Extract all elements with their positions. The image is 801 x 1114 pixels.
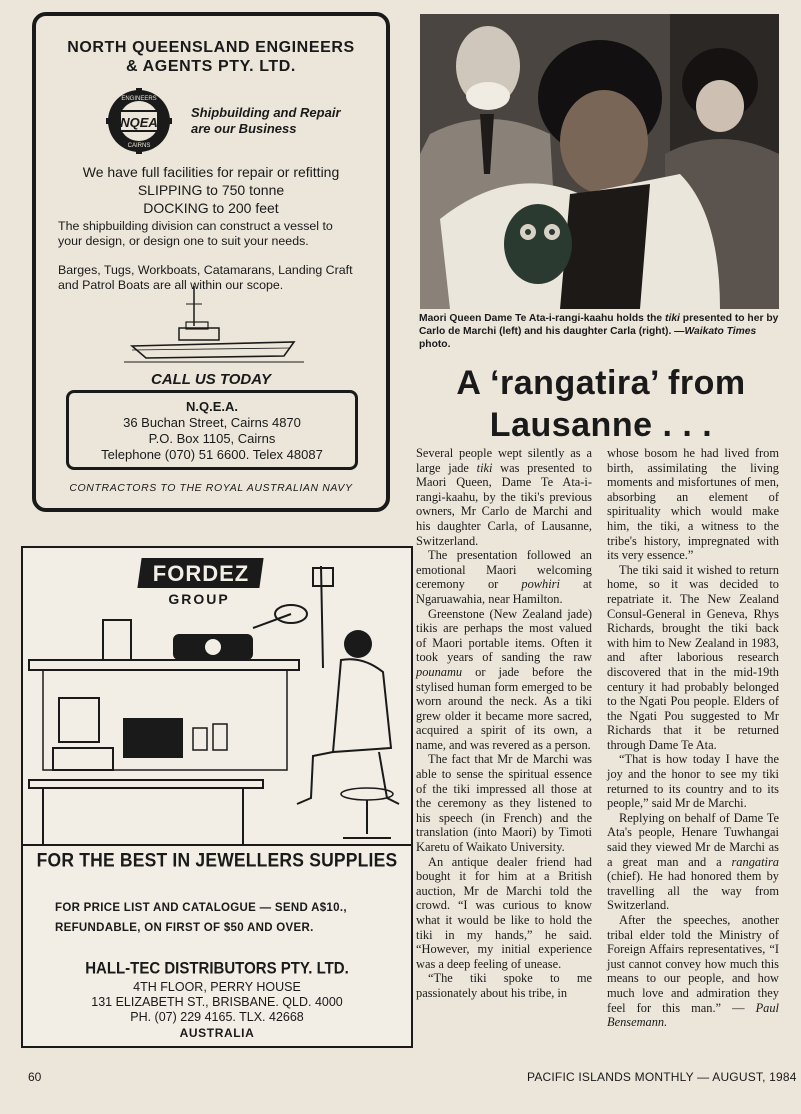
distributor-address-2: 131 ELIZABETH ST., BRISBANE. QLD. 4000 <box>91 995 343 1009</box>
article-column-1: Several people wept silently as a large jade tiki was presented to Maori Queen, Dame Te Ata-i-rangi-kaahu, by the tiki's previous owners, Mr Carlo de Marchi and his daughter Carla, of Lausanne, Switzerland. The presentation followed an emotional Maori welcoming ceremony or powhiri at Ngaruawahia, near Hamilton. Greenstone (New Zealand jade) tikis are perhaps the most valued of Maori portable items. Often it took years of sanding the raw pounamu or jade before the stylised human form emerged to be worn around the neck. As a tiki grew older it became more sacred, acquired a spirit of its own, a name, and was revered as a person. The fact that Mr de Marchi was able to sense the spiritual essence of the tiki impressed all those at the ceremony as they listened to his speech (in French) and the translation (into Maori) by Timoti Karetu of Waikato University. An antique dealer friend had bought it for him at a British auction, Mr de Marchi told the crowd. “I was curious to know what it would be like to hold the tiki in my hands,” he said. “However, my initial experience was a deep feeling of unease. “The tiki spoke to me passionately about his tribe, in <box>416 446 592 1000</box>
facilities-text: We have full facilities for repair or refitting SLIPPING to 750 tonne DOCKING to 200 feet <box>82 164 340 216</box>
shipbuilding-paragraph: The shipbuilding division can construct a vessel to your design, or design one to suit your needs. <box>58 219 333 248</box>
jeweller-workshop-illustration <box>23 548 411 844</box>
fordez-headline: FOR THE BEST IN JEWELLERS SUPPLIES <box>36 848 398 871</box>
address-box: N.Q.E.A. 36 Buchan Street, Cairns 4870 P.O. Box 1105, Cairns Telephone (070) 51 6600. Telex 48087 <box>66 390 358 470</box>
tagline: Shipbuilding and Repair are our Business <box>191 105 341 136</box>
call-us-heading: CALL US TODAY <box>150 371 271 388</box>
page-number: 60 <box>28 1070 42 1084</box>
article-column-2: whose bosom he had lived from birth, assimilating the living moments and misfortunes of men, absorbing an element of spirituality which would make him, the tiki, a witness to the tribe's history, impregnated with its very essence.” The tiki said it wished to return home, so it was decided to repatriate it. The New Zealand Consul-General in Geneva, Rhys Richards, brought the tiki back with him to New Zealand in 1983, and after laborious research discovered that in the mid-19th century it had probably belonged to the Ngati Pou people. Elders of the Ngati Pou suggested to Mr Richards that it be returned through Dame Te Ata. “That is how today I have the joy and the honor to see my tiki returned to its country and to its people,” said Mr de Marchi. Replying on behalf of Dame Te Ata's people, Henare Tuwhangai said they viewed Mr de Marchi as a great man and a rangatira (chief). He had honored them by travelling all the way from Switzerland. After the speeches, another tribal elder told the Ministry of Foreign Affairs representatives, “I just cannot convey how much this means to our people, and how much love and admiration they feel for this man.” — Paul Bensemann. <box>607 446 779 1030</box>
nqea-advertisement <box>32 12 390 512</box>
svg-text:GROUP: GROUP <box>168 591 230 607</box>
patrol-boat-icon <box>124 286 304 368</box>
photo-caption: Maori Queen Dame Te Ata-i-rangi-kaahu holds the tiki presented to her by Carlo de Marchi (left) and his daughter Carla (right). —Waikato Times photo. <box>419 313 779 350</box>
nqea-logo-icon <box>106 88 172 154</box>
svg-text:NQEA: NQEA <box>120 115 158 130</box>
article-author: Paul Bensemann. <box>607 1000 779 1030</box>
contractors-line: CONTRACTORS TO THE ROYAL AUSTRALIAN NAVY <box>69 482 353 494</box>
magazine-footer: PACIFIC ISLANDS MONTHLY — AUGUST, 1984 <box>527 1070 797 1084</box>
fordez-logo-icon <box>137 558 263 607</box>
company-name: NORTH QUEENSLAND ENGINEERS & AGENTS PTY. LTD. <box>67 39 355 75</box>
distributor-country: AUSTRALIA <box>179 1026 255 1040</box>
svg-text:CAIRNS: CAIRNS <box>127 143 151 149</box>
price-list-text: FOR PRICE LIST AND CATALOGUE — SEND A$10., REFUNDABLE, ON FIRST OF $50 AND OVER. <box>55 902 347 934</box>
article-photo <box>420 14 779 309</box>
fordez-advertisement <box>21 546 413 1048</box>
distributor-name: HALL-TEC DISTRIBUTORS PTY. LTD. <box>85 959 349 978</box>
distributor-address-1: 4TH FLOOR, PERRY HOUSE <box>133 980 301 994</box>
svg-text:FORDEZ: FORDEZ <box>152 561 250 586</box>
distributor-phone: PH. (07) 229 4165. TLX. 42668 <box>130 1010 304 1024</box>
svg-text:ENGINEERS: ENGINEERS <box>121 96 157 102</box>
article-headline: A ‘rangatira’ from Lausanne . . . <box>456 364 746 444</box>
vessels-paragraph: Barges, Tugs, Workboats, Catamarans, Landing Craft and Patrol Boats are all within our scope. <box>58 263 353 292</box>
divider <box>23 844 411 846</box>
